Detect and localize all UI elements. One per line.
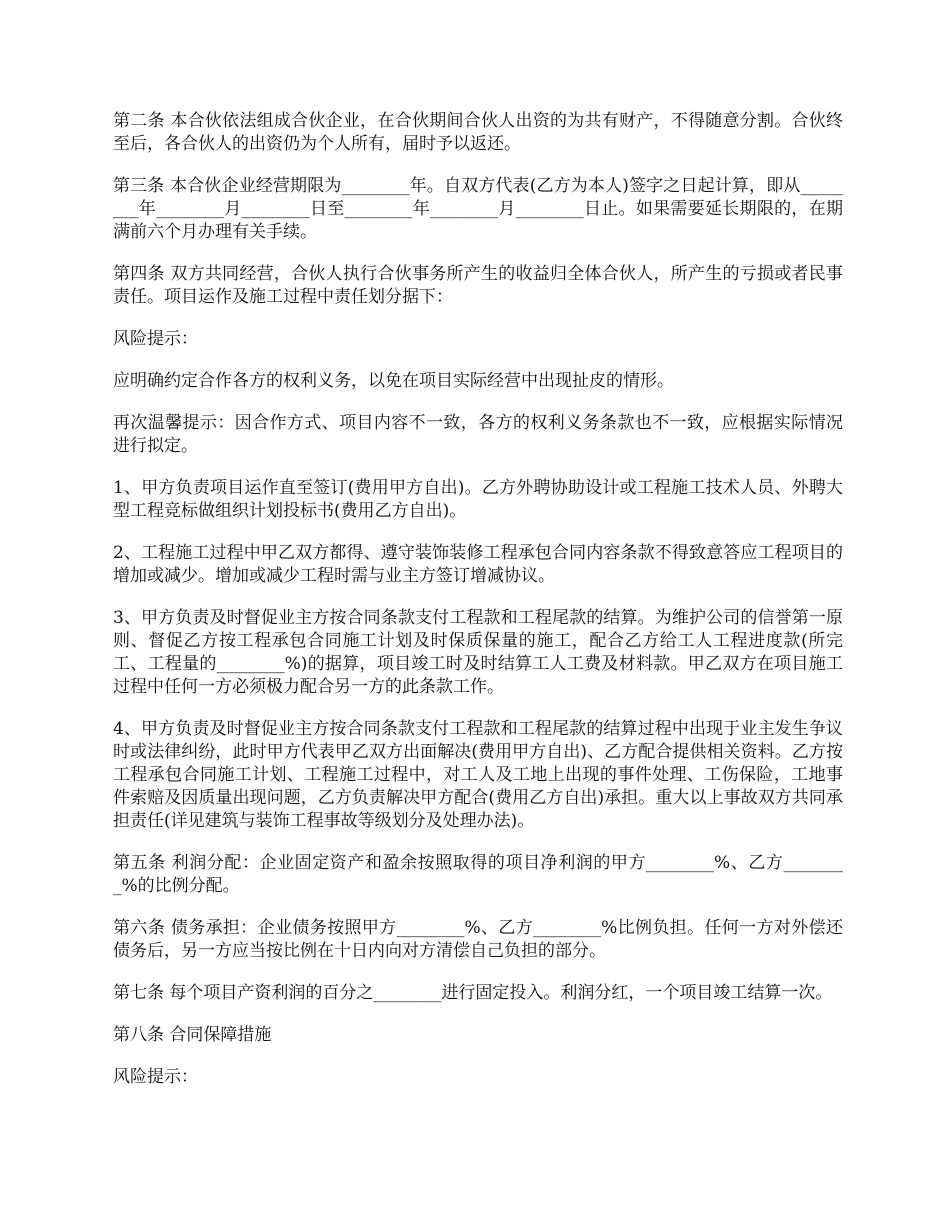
clause-4-paragraph: 4、甲方负责及时督促业主方按合同条款支付工程款和工程尾款的结算过程中出现于业主发生争议时或法律纠纷，此时甲方代表甲乙双方出面解决(费用甲方自出)、乙方配合提供相关资料。乙方按工程承包合同施工计划、工程施工过程中，对工人及工地上出现的事件处理、工伤保险，工地事件索赔及因质量出现问题，乙方负责解决甲方配合(费用乙方自出)承担。重大以上事故双方共同承担责任(详见建筑与装饰工程事故等级划分及处理办法)。	[113, 719, 843, 831]
document-body	[113, 110, 843, 1108]
risk-tip-text: 应明确约定合作各方的权利义务，以免在项目实际经营中出现扯皮的情形。	[113, 371, 674, 391]
article-7-paragraph: 第七条 每个项目产资利润的百分之________进行固定投入。利润分红，一个项目竣工结算一次。	[113, 983, 833, 1003]
article-2-paragraph: 第二条 本合伙依法组成合伙企业，在合伙期间合伙人出资的为共有财产，不得随意分割。合伙终至后，各合伙人的出资仍为个人所有，届时予以返还。	[113, 111, 843, 154]
article-4-paragraph: 第四条 双方共同经营，合伙人执行合伙事务所产生的收益归全体合伙人，所产生的亏损或者民事责任。项目运作及施工过程中责任划分据下：	[113, 264, 843, 307]
article-3-paragraph: 第三条 本合伙企业经营期限为________年。自双方代表(乙方为本人)签字之日起计算，即从________年________月________日至________年________月________日止。如果需要延长期限的，在期满前六个月办理有关手续。	[113, 176, 843, 242]
article-5-paragraph: 第五条 利润分配：企业固定资产和盈余按照取得的项目净利润的甲方________%、乙方________%的比例分配。	[113, 853, 843, 896]
clause-3-paragraph: 3、甲方负责及时督促业主方按合同条款支付工程款和工程尾款的结算。为维护公司的信誉第一原则、督促乙方按工程承包合同施工计划及时保质保量的施工，配合乙方给工人工程进度款(所完工、工程量的________%)的据算，项目竣工时及时结算工人工费及材料款。甲乙双方在项目施工过程中任何一方必须极力配合另一方的此条款工作。	[113, 608, 843, 697]
clause-2-paragraph: 2、工程施工过程中甲乙双方都得、遵守装饰装修工程承包合同内容条款不得致意答应工程项目的增加或减少。增加或减少工程时需与业主方签订增减协议。	[113, 543, 843, 586]
clause-1-paragraph: 1、甲方负责项目运作直至签订(费用甲方自出)。乙方外聘协助设计或工程施工技术人员、外聘大型工程竞标做组织计划投标书(费用乙方自出)。	[113, 478, 843, 521]
article-8-heading: 第八条 合同保障措施	[113, 1025, 272, 1045]
risk-tip-heading-2: 风险提示：	[113, 1067, 198, 1087]
risk-tip-heading: 风险提示：	[113, 329, 198, 349]
reminder-paragraph: 再次温馨提示：因合作方式、项目内容不一致，各方的权利义务条款也不一致，应根据实际情况进行拟定。	[113, 413, 843, 456]
article-6-paragraph: 第六条 债务承担：企业债务按照甲方________%、乙方________%比例负担。任何一方对外偿还债务后，另一方应当按比例在十日内向对方清偿自己负担的部分。	[113, 918, 843, 961]
